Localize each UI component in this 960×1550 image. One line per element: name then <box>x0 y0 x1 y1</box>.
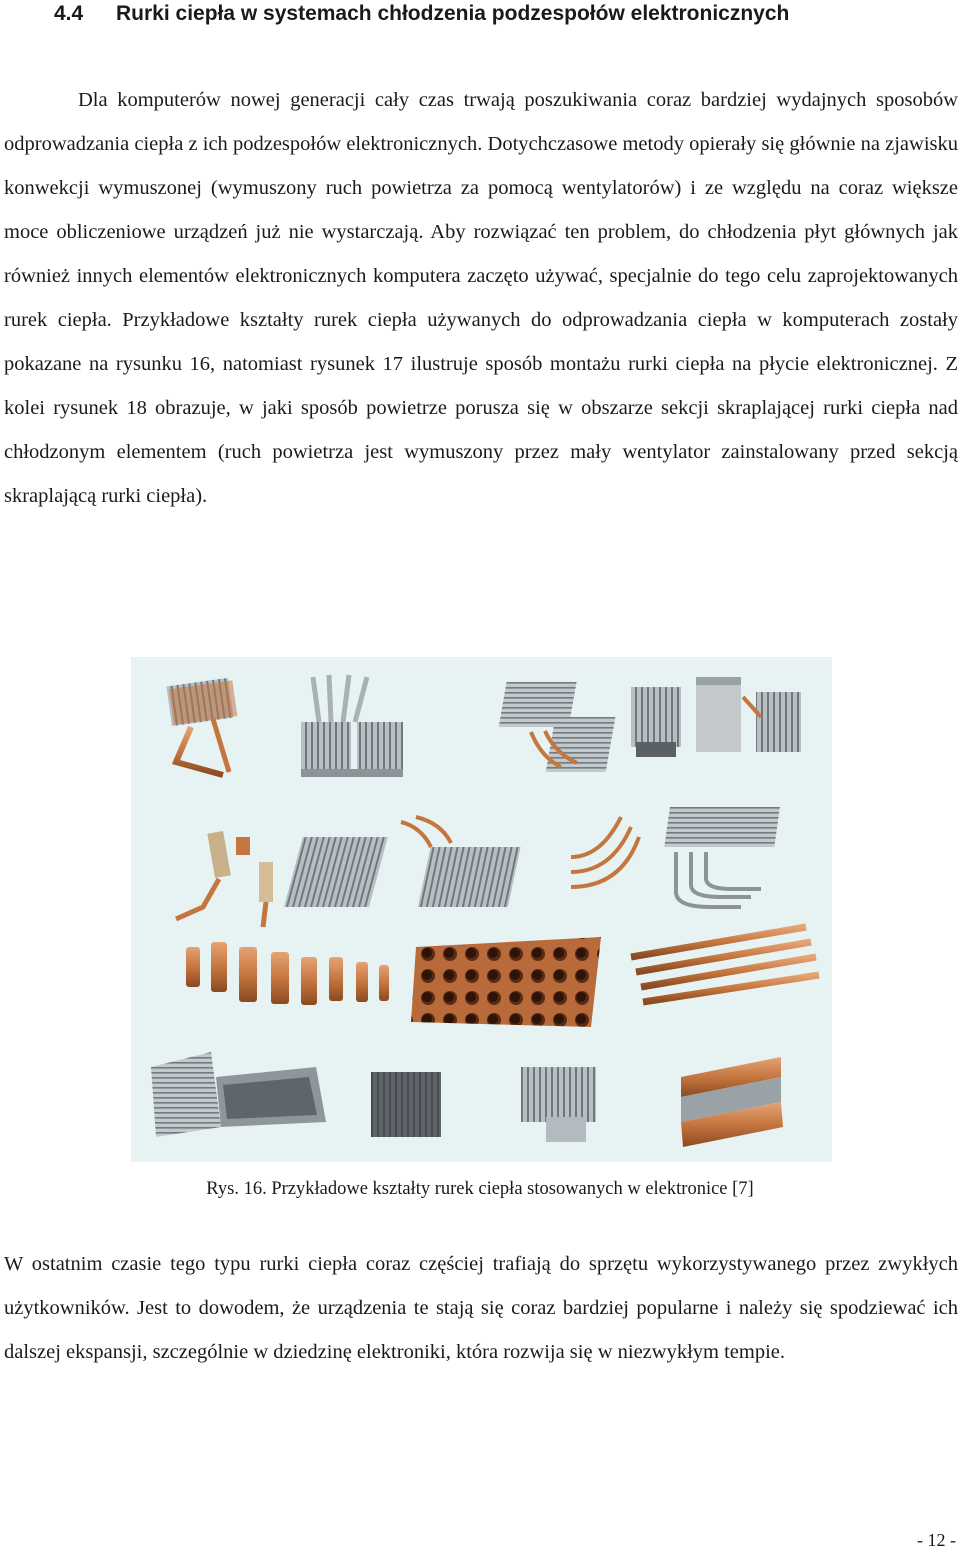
heatsink-flat-radiator <box>418 817 639 907</box>
heatsink-copper-angled <box>167 678 238 775</box>
heatsink-four-pipe-vertical <box>301 675 403 777</box>
section-heading <box>54 0 954 28</box>
heatsink-twin-stack <box>499 682 616 772</box>
closing-paragraph <box>4 1242 958 1374</box>
heatsink-dark-block <box>371 1072 441 1137</box>
figure-heat-pipes <box>131 657 832 1162</box>
heatsink-u-shape <box>664 807 780 907</box>
heatsink-tray-assembly <box>151 1052 326 1137</box>
heatsink-finned-cube <box>521 1067 596 1142</box>
heat-pipe-bent-copper <box>176 831 273 927</box>
copper-tube-bundle <box>411 937 601 1027</box>
intro-paragraph <box>4 78 958 518</box>
heat-pipe-flat-plates <box>681 1057 783 1147</box>
page-number: - 12 - <box>917 1530 956 1550</box>
paragraph-text: Dla komputerów nowej generacji cały czas trwają poszukiwania coraz bardziej wydajnych sposobów odprowadzania ciepła z ich podzespołów elektronicznych. Dotychczasowe metody opierały się głównie na zjawisku konwekcji wymuszonej (wymuszony ruch powietrza za pomocą wentylatorów) i ze względu na coraz większe moce obliczeniowe urządzeń już nie wystarczają. Aby rozwiązać ten problem, do chłodzenia płyt głównych jak również innych elementów elektronicznych komputera zaczęto używać, specjalnie do tego celu zaprojektowanych rurek ciepła. Przykładowe kształty rurek ciepła używanych do odprowadzania ciepła w komputerach zostały pokazane na rysunku 16, natomiast rysunek 17 ilustruje sposób montażu rurki ciepła na płycie elektronicznej. Z kolei rysunek 18 obrazuje, w jaki sposób powietrze porusza się w obszarze sekcji skraplającej rurki ciepła nad chłodzonym elementem (ruch powietrza jest wymuszony przez mały wentylator zainstalowany przed sekcją skraplającą rurki ciepła). <box>4 89 958 507</box>
heat-pipes-illustration <box>131 657 832 1162</box>
heatsink-block-pair <box>631 677 801 757</box>
copper-pipe-samples <box>186 942 389 1005</box>
section-title: Rurki ciepła w systemach chłodzenia podzespołów elektronicznych <box>116 2 790 25</box>
paragraph-text: W ostatnim czasie tego typu rurki ciepła coraz częściej trafiają do sprzętu wykorzystywanego przez zwykłych użytkowników. Jest to dowodem, że urządzenia te stają się coraz bardziej popularne i należy się spodziewać ich dalszej ekspansji, szczególnie w dziedzinę elektroniki, która rozwija się w niezwykłym tempie. <box>4 1253 958 1363</box>
figure-caption: Rys. 16. Przykładowe kształty rurek ciepła stosowanych w elektronice [7] <box>206 1179 754 1199</box>
copper-rods <box>631 927 819 1002</box>
section-number: 4.4 <box>54 2 84 25</box>
